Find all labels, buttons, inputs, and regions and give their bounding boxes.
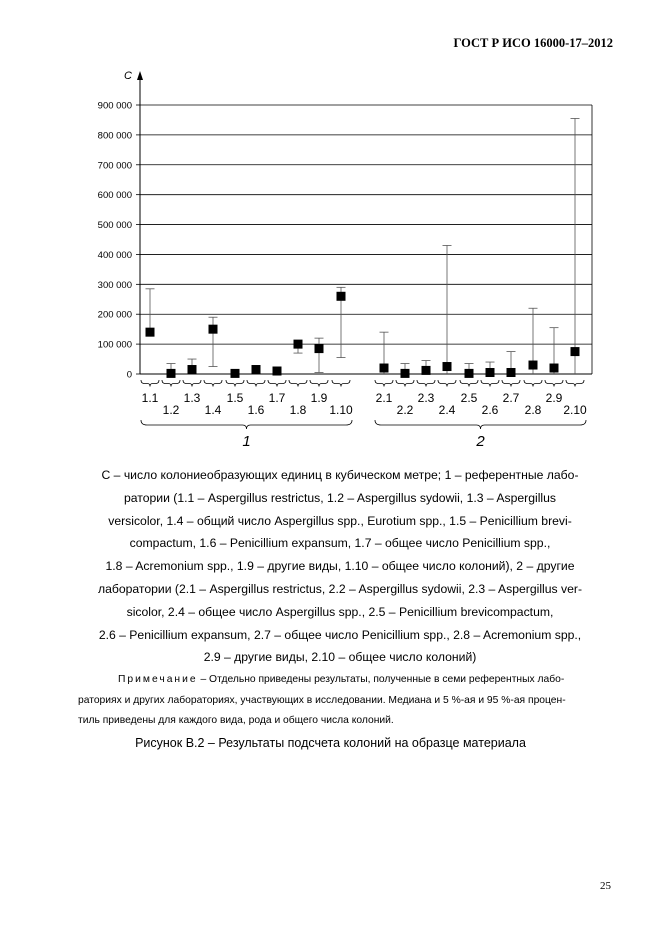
colony-count-chart [0, 0, 661, 460]
caption-line: 1.8 – Acremonium spp., 1.9 – другие виды, 1.10 – общее число колоний), 2 – другие [105, 559, 575, 574]
x-tick-label: 2.9 [545, 391, 563, 405]
y-tick-label: 400 000 [97, 249, 132, 261]
category-brace [310, 380, 328, 387]
median-marker [231, 369, 240, 378]
median-marker [507, 368, 516, 377]
category-brace [268, 380, 286, 387]
caption-line: sicolor, 2.4 – общее число Aspergillus spp., 2.5 – Penicillium brevicompactum, [126, 604, 554, 619]
category-brace [396, 380, 414, 387]
median-marker [273, 367, 282, 376]
group-brace [141, 420, 352, 429]
figure-note [78, 670, 606, 732]
median-marker [571, 347, 580, 356]
x-tick-label: 1.10 [329, 403, 353, 417]
median-marker [422, 366, 431, 375]
median-marker [146, 328, 155, 337]
note-text: раториях и других лабораториях, участвующих в исследовании. Медиана и 5 %-ая и 95 %-ая процен- [78, 694, 566, 706]
group-brace [375, 420, 586, 429]
figure-caption [70, 464, 610, 669]
category-brace [226, 380, 244, 387]
category-brace [545, 380, 563, 387]
category-brace [247, 380, 265, 387]
note-text: – Отдельно приведены результаты, полученные в семи референтных лабо- [197, 674, 565, 685]
note-label: Примечание [118, 674, 198, 685]
category-brace [183, 380, 201, 387]
caption-line: versicolor, 1.4 – общий число Aspergillus spp., Eurotium spp., 1.5 – Penicillium brevi- [108, 513, 572, 528]
category-brace [502, 380, 520, 387]
y-tick-label: 200 000 [97, 309, 132, 321]
category-brace [460, 380, 478, 387]
median-marker [315, 344, 324, 353]
caption-line: ратории (1.1 – Aspergillus restrictus, 1.2 – Aspergillus sydowii, 1.3 – Aspergillus [123, 490, 557, 505]
x-tick-label: 1.3 [183, 391, 201, 405]
category-brace [289, 380, 307, 387]
figure-title: Рисунок В.2 – Результаты подсчета колоний на образце материала [135, 736, 526, 750]
y-tick-label: 100 000 [97, 339, 132, 351]
median-marker [167, 369, 176, 378]
category-brace [481, 380, 499, 387]
x-tick-label: 2.4 [438, 403, 456, 417]
median-marker [465, 369, 474, 378]
median-marker [443, 362, 452, 371]
x-tick-label: 1.5 [226, 391, 244, 405]
median-marker [529, 361, 538, 370]
x-tick-label: 2.7 [502, 391, 520, 405]
caption-line: compactum, 1.6 – Penicillium expansum, 1.7 – общее число Penicillium spp., [129, 536, 551, 551]
x-tick-label: 1.4 [204, 403, 222, 417]
y-tick-label: 800 000 [97, 130, 132, 142]
x-tick-label: 2.2 [396, 403, 414, 417]
y-tick-label: 900 000 [97, 100, 132, 112]
median-marker [486, 368, 495, 377]
document-header: ГОСТ Р ИСО 16000-17–2012 [453, 36, 613, 50]
group-label: 2 [476, 433, 485, 450]
category-brace [332, 380, 350, 387]
median-marker [209, 325, 218, 334]
caption-line: C – число колониеобразующих единиц в кубическом метре; 1 – референтные лабо- [101, 468, 579, 482]
page-number: 25 [600, 880, 611, 892]
x-tick-label: 1.8 [289, 403, 307, 417]
caption-line: лаборатории (2.1 – Aspergillus restrictus, 2.2 – Aspergillus sydowii, 2.3 – Aspergillus ver- [97, 581, 583, 596]
category-brace [417, 380, 435, 387]
median-marker [252, 365, 261, 374]
y-axis-label: C [124, 70, 132, 82]
y-axis-arrow [137, 71, 143, 80]
category-brace [204, 380, 222, 387]
x-tick-label: 1.6 [247, 403, 265, 417]
median-marker [550, 364, 559, 373]
x-tick-label: 1.9 [310, 391, 328, 405]
y-tick-label: 0 [126, 369, 132, 381]
x-tick-label: 1.1 [141, 391, 159, 405]
x-tick-label: 2.8 [524, 403, 542, 417]
x-tick-label: 2.6 [481, 403, 499, 417]
x-tick-label: 1.7 [268, 391, 286, 405]
category-brace [566, 380, 584, 387]
x-tick-label: 1.2 [162, 403, 180, 417]
group-label: 1 [242, 433, 251, 450]
median-marker [188, 365, 197, 374]
caption-line: 2.6 – Penicillium expansum, 2.7 – общее число Penicillium spp., 2.8 – Acremonium spp., [98, 627, 582, 642]
median-marker [337, 292, 346, 301]
category-brace [141, 380, 159, 387]
x-tick-label: 2.1 [375, 391, 393, 405]
category-brace [375, 380, 393, 387]
note-text: тиль приведены для каждого вида, рода и общего числа колоний. [78, 715, 394, 726]
median-marker [294, 340, 303, 349]
y-tick-label: 500 000 [97, 220, 132, 232]
category-brace [524, 380, 542, 387]
category-brace [438, 380, 456, 387]
x-tick-label: 2.3 [417, 391, 435, 405]
x-tick-label: 2.10 [563, 403, 587, 417]
x-tick-label: 2.5 [460, 391, 478, 405]
y-tick-label: 600 000 [97, 190, 132, 202]
caption-line: 2.9 – другие виды, 2.10 – общее число колоний) [203, 650, 477, 665]
y-tick-label: 300 000 [97, 279, 132, 291]
y-tick-label: 700 000 [97, 160, 132, 172]
median-marker [401, 369, 410, 378]
median-marker [380, 364, 389, 373]
category-brace [162, 380, 180, 387]
